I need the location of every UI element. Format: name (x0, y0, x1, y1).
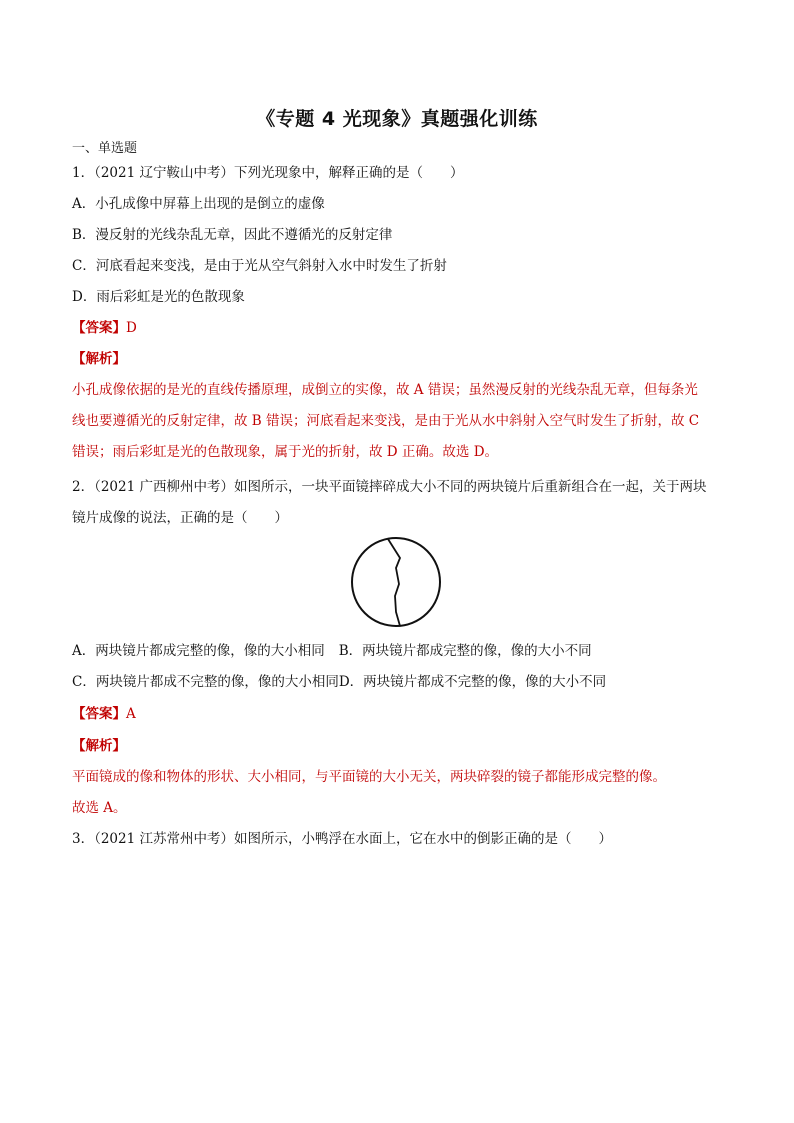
answer-label: 【答案】 (72, 706, 126, 722)
page-title: 《专题 4 光现象》真题强化训练 (256, 108, 538, 130)
broken-mirror-figure (350, 536, 442, 628)
question-2-option-a: A．两块镜片都成完整的像，像的大小相同 (72, 643, 325, 659)
analysis-label: 【解析】 (72, 351, 126, 367)
question-1-analysis-line-1: 小孔成像依据的是光的直线传播原理，成倒立的实像，故 A 错误；虽然漫反射的光线杂乱无章，但每条光 (72, 382, 698, 398)
question-2-analysis-label (72, 737, 126, 755)
question-1-analysis-line-3: 错误；雨后彩虹是光的色散现象，属于光的折射，故 D 正确。故选 D。 (72, 444, 499, 460)
analysis-label: 【解析】 (72, 738, 126, 754)
answer-value: A (126, 706, 136, 722)
question-2-options-row-1 (72, 642, 592, 660)
question-2-option-d: D．两块镜片都成不完整的像，像的大小不同 (338, 674, 607, 690)
question-1-analysis-line-2: 线也要遵循光的反射定律，故 B 错误；河底看起来变浅，是由于光从水中斜射入空气时发生了折射，故 C (72, 413, 700, 429)
question-3-stem: 3．（2021 江苏常州中考）如图所示，小鸭浮在水面上，它在水中的倒影正确的是（ ） (72, 831, 612, 847)
question-2-analysis-line-2: 故选 A。 (72, 800, 127, 816)
question-2-options-row-2 (72, 673, 606, 691)
question-1-option-c: C．河底看起来变浅，是由于光从空气斜射入水中时发生了折射 (72, 258, 447, 274)
question-2-stem-line-1: 2．（2021 广西柳州中考）如图所示，一块平面镜摔碎成大小不同的两块镜片后重新组合在一起，关于两块 (72, 479, 707, 495)
question-1-option-b: B．漫反射的光线杂乱无章，因此不遵循光的反射定律 (72, 227, 393, 243)
question-2-option-c: C．两块镜片都成不完整的像，像的大小相同 (72, 674, 339, 690)
question-1-analysis-label (72, 350, 126, 368)
question-2-stem-line-2: 镜片成像的说法，正确的是（ ） (72, 510, 288, 526)
question-1-option-d: D．雨后彩虹是光的色散现象 (72, 289, 245, 305)
mirror-crack-line (388, 539, 400, 626)
question-1-answer (72, 319, 137, 337)
question-2-answer (72, 705, 136, 723)
answer-value: D (126, 320, 137, 336)
question-1-option-a: A．小孔成像中屏幕上出现的是倒立的虚像 (72, 196, 325, 212)
question-2-analysis-line-1: 平面镜成的像和物体的形状、大小相同，与平面镜的大小无关，两块碎裂的镜子都能形成完整的像。 (72, 769, 666, 785)
section-heading: 一、单选题 (72, 141, 138, 156)
question-1-stem: 1．（2021 辽宁鞍山中考）下列光现象中，解释正确的是（ ） (72, 165, 464, 181)
question-2-option-b: B．两块镜片都成完整的像，像的大小不同 (338, 643, 592, 659)
answer-label: 【答案】 (72, 320, 126, 336)
